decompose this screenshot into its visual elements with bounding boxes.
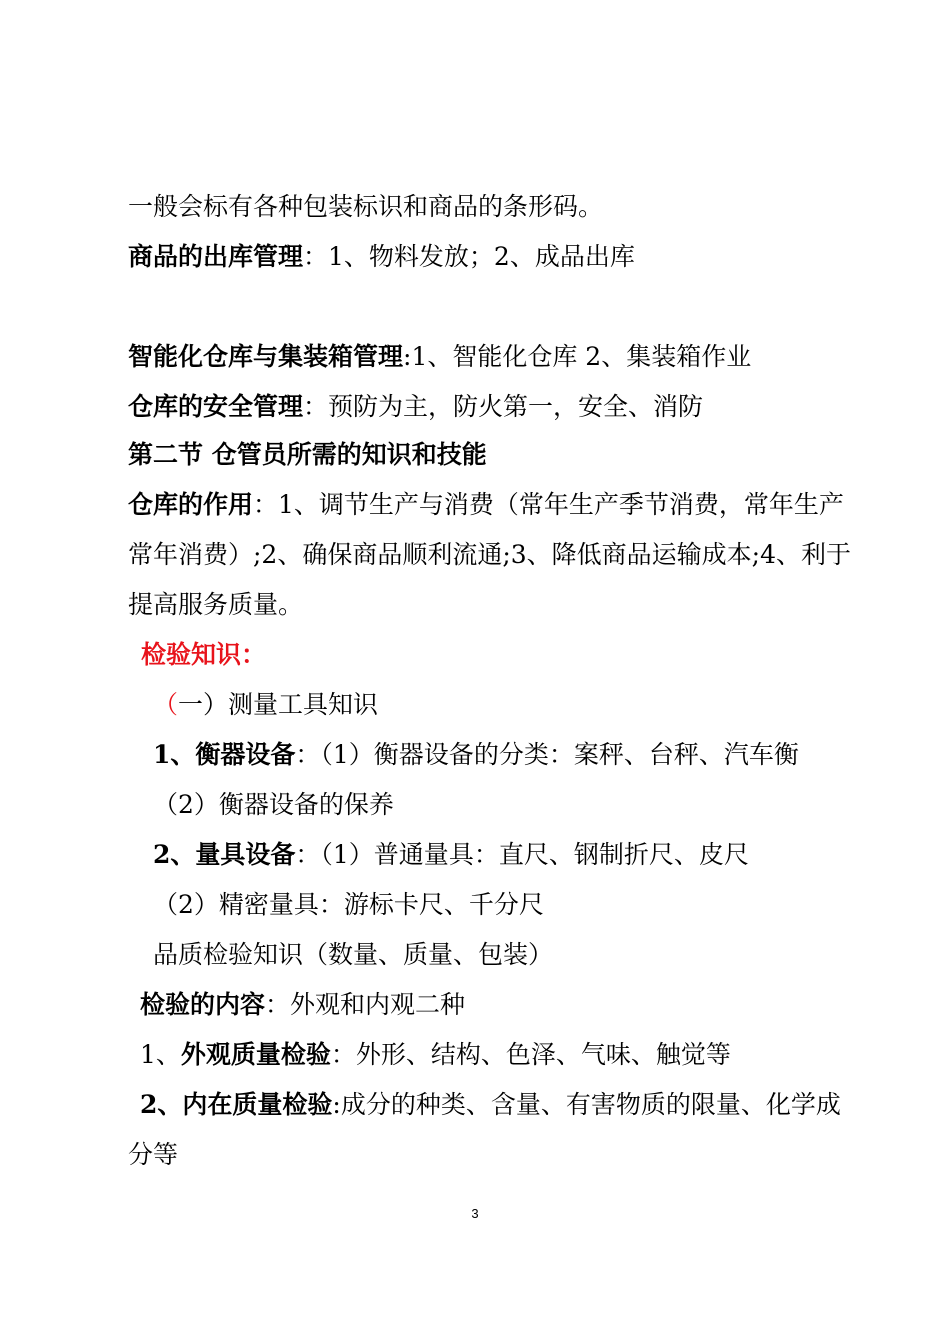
precision-measuring-item: （2）精密量具：游标卡尺、千分尺 — [153, 890, 544, 919]
text: ：（1）普通量具：直尺、钢制折尺、皮尺 — [295, 840, 749, 869]
internal-inspection-continuation: 分等 — [128, 1140, 179, 1169]
paragraph-outbound-management — [128, 232, 635, 282]
text: 一）测量工具知识 — [178, 690, 379, 719]
inspection-content — [140, 980, 465, 1030]
heading: 商品的出库管理 — [128, 242, 304, 271]
text: :1、智能化仓库 2、集装箱作业 — [403, 342, 752, 371]
text: ：预防为主，防火第一，安全、消防 — [303, 392, 704, 421]
heading: 外观质量检验 — [180, 1040, 331, 1069]
paragraph-warehouse-role-line1 — [128, 480, 844, 530]
text: :成分的种类、含量、有害物质的限量、化学成 — [332, 1090, 841, 1119]
appearance-inspection-item — [140, 1030, 731, 1080]
paragraph-warehouse-role-line3: 提高服务质量。 — [128, 590, 304, 619]
heading: 仓库的安全管理 — [128, 392, 304, 421]
paragraph-safety-management — [128, 382, 703, 432]
paragraph-smart-warehouse — [128, 332, 751, 382]
heading: 智能化仓库与集装箱管理 — [128, 342, 404, 371]
inspection-knowledge-heading: 检验知识： — [141, 640, 267, 669]
measuring-equipment-item — [153, 830, 749, 880]
weighing-maintenance-item: （2）衡器设备的保养 — [153, 790, 394, 819]
number: 1、 — [140, 1040, 181, 1069]
text: ：1、物料发放；2、成品出库 — [303, 242, 635, 271]
heading: 检验的内容 — [140, 990, 266, 1019]
text: ：外形、结构、色泽、气味、触觉等 — [330, 1040, 731, 1069]
text: 一般会标有各种包装标识和商品的条形码。 — [128, 192, 604, 221]
measuring-tools-heading — [153, 680, 378, 730]
weighing-equipment-item — [153, 730, 799, 780]
paragraph-barcode — [128, 182, 603, 232]
heading: 1、衡器设备 — [153, 740, 296, 769]
text: ：1、调节生产与消费（常年生产季节消费，常年生产 — [253, 490, 844, 519]
text: ：外观和内观二种 — [265, 990, 466, 1019]
text: ：（1）衡器设备的分类：案秤、台秤、汽车衡 — [295, 740, 799, 769]
open-paren: （ — [153, 690, 179, 719]
section-heading: 第二节 仓管员所需的知识和技能 — [128, 440, 487, 469]
internal-inspection-item — [140, 1080, 841, 1130]
page-number: 3 — [471, 1206, 479, 1221]
heading: 仓库的作用 — [128, 490, 254, 519]
quality-inspection-item: 品质检验知识（数量、质量、包装） — [153, 940, 554, 969]
paragraph-warehouse-role-line2: 常年消费）;2、确保商品顺利流通;3、降低商品运输成本;4、利于 — [128, 540, 851, 569]
heading: 2、内在质量检验 — [140, 1090, 333, 1119]
heading: 2、量具设备 — [153, 840, 296, 869]
